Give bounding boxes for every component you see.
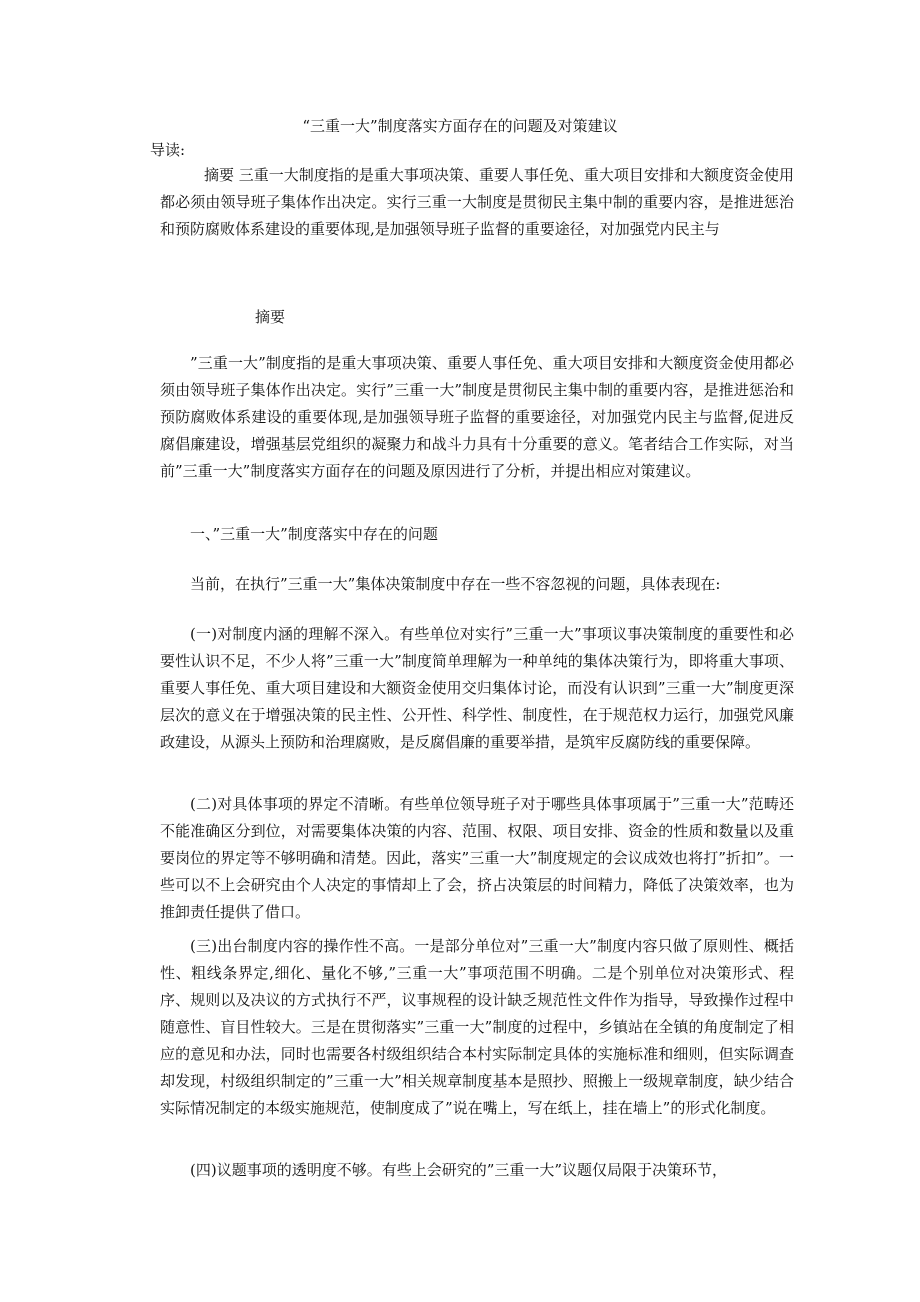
section-heading-problems: 一、”三重一大”制度落实中存在的问题 (190, 525, 438, 543)
abstract-heading: 摘要 (255, 308, 286, 326)
paragraph-item-2: (二)对具体事项的界定不清晰。有些单位领导班子对于哪些具体事项属于”三重一大”范畴还不能准确区分到位，对需要集体决策的内容、范围、权限、项目安排、资金的性质和数量以及重要岗位的界定等不够明确和清楚。因此，落实”三重一大”制度规定的会议成效也将打”折扣”。一些可以不上会研究由个人决定的事情却上了会，挤占决策层的时间精力，降低了决策效率，也为推卸责任提供了借口。 (160, 795, 794, 921)
paragraph-intro: ”三重一大”制度指的是重大事项决策、重要人事任免、重大项目安排和大额度资金使用都必须由领导班子集体作出决定。实行”三重一大”制度是贯彻民主集中制的重要内容，是推进惩治和预防腐败体系建设的重要体现,是加强领导班子监督的重要途径，对加强党内民主与监督,促进反腐倡廉建设，增强基层党组织的凝聚力和战斗力具有十分重要的意义。笔者结合工作实际，对当前”三重一大”制度落实方面存在的问题及原因进行了分析，并提出相应对策建议。 (160, 354, 794, 480)
paragraph-item-4: (四)议题事项的透明度不够。有些上会研究的”三重一大”议题仅局限于决策环节， (190, 1161, 728, 1179)
abstract-intro: 摘要 三重一大制度指的是重大事项决策、重要人事任免、重大项目安排和大额度资金使用都必须由领导班子集体作出决定。实行三重一大制度是贯彻民主集中制的重要内容，是推进惩治和预防腐败体系建设的重要体现,是加强领导班子监督的重要途径，对加强党内民主与 (160, 166, 794, 238)
paragraph-item-1: (一)对制度内涵的理解不深入。有些单位对实行”三重一大”事项议事决策制度的重要性和必要性认识不足，不少人将”三重一大”制度简单理解为一种单纯的集体决策行为，即将重大事项、重要人事任免、重大项目建设和大额资金使用交归集体讨论，而没有认识到”三重一大”制度更深层次的意义在于增强决策的民主性、公开性、科学性、制度性，在于规范权力运行，加强党风廉政建设，从源头上预防和治理腐败，是反腐倡廉的重要举措，是筑牢反腐防线的重要保障。 (160, 625, 794, 751)
lead-label: 导读: (150, 141, 186, 159)
paragraph-current-situation: 当前，在执行”三重一大”集体决策制度中存在一些不容忽视的问题，具体表现在: (190, 575, 721, 593)
paragraph-item-3: (三)出台制度内容的操作性不高。一是部分单位对”三重一大”制度内容只做了原则性、概括性、粗线条界定,细化、量化不够,”三重一大”事项范围不明确。二是个别单位对决策形式、程序、规则以及决议的方式执行不严，议事规程的设计缺乏规范性文件作为指导，导致操作过程中随意性、盲目性较大。三是在贯彻落实”三重一大”制度的过程中，乡镇站在全镇的角度制定了相应的意见和办法，同时也需要各村级组织结合本村实际制定具体的实施标准和细则，但实际调查却发现，村级组织制定的”三重一大”相关规章制度基本是照抄、照搬上一级规章制度，缺少结合实际情况制定的本级实施规范，使制度成了”说在嘴上，写在纸上，挂在墙上”的形式化制度。 (160, 937, 794, 1117)
document-title: “三重一大”制度落实方面存在的问题及对策建议 (302, 117, 618, 135)
